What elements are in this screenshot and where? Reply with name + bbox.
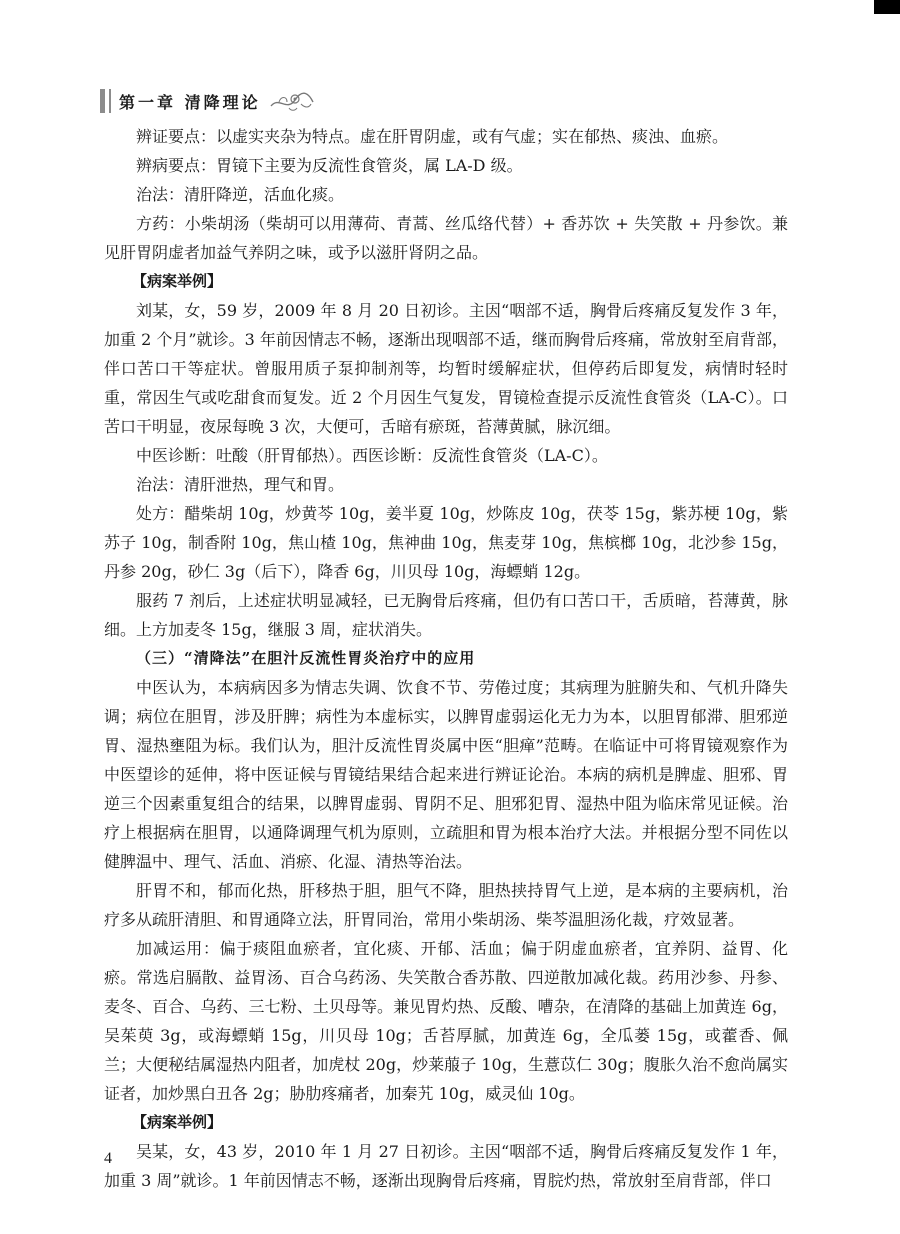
case-prescription: 处方：醋柴胡 10g，炒黄芩 10g，姜半夏 10g，炒陈皮 10g，茯苓 15g，紫苏梗 10g，紫苏子 10g，制香附 10g，焦山楂 10g，焦神曲 10g，焦麦芽 10g，焦槟榔 10g，北沙参 15g，丹参 20g，砂仁 3g（后下），降香 6g，川贝母 10g，海螵蛸 12g。 [104,504,788,581]
running-header [100,88,315,114]
disease-differentiation-points: 辨病要点：胃镜下主要为反流性食管炎，属 LA-D 级。 [136,156,523,175]
syndrome-differentiation-points: 辨证要点：以虚实夹杂为特点。虚在肝胃阴虚，或有气虚；实在郁热、痰浊、血瘀。 [136,127,729,146]
modification-paragraph: 加减运用：偏于痰阻血瘀者，宜化痰、开郁、活血；偏于阴虚血瘀者，宜养阴、益胃、化瘀。常选启膈散、益胃汤、百合乌药汤、失笑散合香苏散、四逆散加减化裁。药用沙参、丹参、麦冬、百合、乌药、三七粉、土贝母等。兼见胃灼热、反酸、嘈杂，在清降的基础上加黄连 6g，吴茱萸 3g，或海螵蛸 15g，川贝母 10g；舌苔厚腻，加黄连 6g，全瓜蒌 15g，或藿香、佩兰；大便秘结属湿热内阻者，加虎杖 20g，炒莱菔子 10g，生薏苡仁 30g；腹胀久治不愈尚属实证者，加炒黑白丑各 2g；胁肋疼痛者，加秦艽 10g，威灵仙 10g。 [104,939,788,1103]
header-bar-thick [100,89,105,113]
body-text [104,122,788,1195]
pathogenesis-paragraph: 肝胃不和，郁而化热，肝移热于胆，胆气不降，胆热挟持胃气上逆，是本病的主要病机，治疗多从疏肝清胆、和胃通降立法，肝胃同治，常用小柴胡汤、柴芩温胆汤化裁，疗效显著。 [104,881,788,929]
page-number: 4 [104,1150,112,1167]
case-example-heading: 【病案举例】 [132,272,223,290]
treatment-principle: 治法：清肝降逆，活血化痰。 [136,185,345,204]
tcm-theory-paragraph: 中医认为，本病病因多为情志失调、饮食不节、劳倦过度；其病理为脏腑失和、气机升降失调；病位在胆胃，涉及肝脾；病性为本虚标实，以脾胃虚弱运化无力为本，以胆胃郁滞、胆邪逆胃、湿热壅阻为标。我们认为，胆汁反流性胃炎属中医“胆瘅”范畴。在临证中可将胃镜观察作为中医望诊的延伸，将中医证候与胃镜结果结合起来进行辨证论治。本病的病机是脾虚、胆邪、胃逆三个因素重复组合的结果，以脾胃虚弱、胃阴不足、胆邪犯胃、湿热中阻为临床常见证候。治疗上根据病在胆胃，以通降调理气机为原则，立疏胆和胃为根本治疗大法。并根据分型不同佐以健脾温中、理气、活血、消瘀、化湿、清热等治法。 [104,678,788,871]
case-follow-up: 服药 7 剂后，上述症状明显减轻，已无胸骨后疼痛，但仍有口苦口干，舌质暗，苔薄黄，脉细。上方加麦冬 15g，继服 3 周，症状消失。 [104,591,788,639]
chapter-title: 第一章 清降理论 [119,92,261,112]
case-example-heading-2: 【病案举例】 [132,1113,223,1131]
case-history-liu: 刘某，女，59 岁，2009 年 8 月 20 日初诊。主因“咽部不适，胸骨后疼痛反复发作 3 年，加重 2 个月”就诊。3 年前因情志不畅，逐渐出现咽部不适，继而胸骨后疼痛，常放射至肩背部，伴口苦口干等症状。曾服用质子泵抑制剂等，均暂时缓解症状，但停药后即复发，病情时轻时重，常因生气或吃甜食而复发。近 2 个月因生气复发，胃镜检查提示反流性食管炎（LA-C）。口苦口干明显，夜尿每晚 3 次，大便可，舌暗有瘀斑，苔薄黄腻，脉沉细。 [104,301,788,436]
corner-crop-mark [874,0,900,14]
prescription-formula: 方药：小柴胡汤（柴胡可以用薄荷、青蒿、丝瓜络代替）+ 香苏饮 + 失笑散 + 丹参饮。兼见肝胃阴虚者加益气养阴之味，或予以滋肝肾阴之品。 [104,214,788,262]
case-history-wu: 吴某，女，43 岁，2010 年 1 月 27 日初诊。主因“咽部不适，胸骨后疼痛反复发作 1 年，加重 3 周”就诊。1 年前因情志不畅，逐渐出现胸骨后疼痛，胃脘灼热，常放射至肩背部，伴口 [104,1142,788,1190]
case-diagnosis: 中医诊断：吐酸（肝胃郁热）。西医诊断：反流性食管炎（LA-C）。 [136,446,608,465]
header-bar-thin [109,89,111,113]
section-heading-bile-reflux: （三）“清降法”在胆汁反流性胃炎治疗中的应用 [136,649,476,667]
case-treatment-principle: 治法：清肝泄热，理气和胃。 [136,475,345,494]
floral-ornament-icon [269,88,315,114]
